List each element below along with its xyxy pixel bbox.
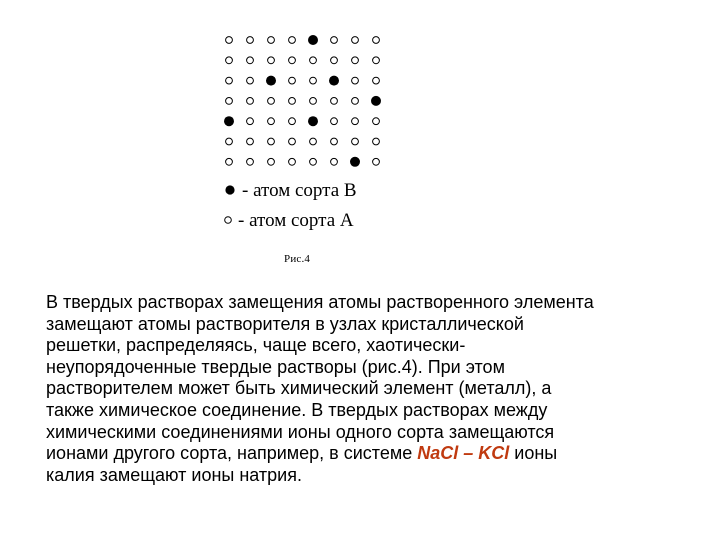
atom-a-icon <box>268 158 275 165</box>
atom-a-icon <box>226 138 233 145</box>
paragraph-line: химическими соединениями ионы одного сорта замещаются <box>46 421 555 442</box>
atom-a-icon <box>226 77 233 84</box>
paragraph-line: неупорядоченные твердые растворы (рис.4). При этом <box>46 356 505 377</box>
atom-a-icon <box>289 138 296 145</box>
lattice-figure <box>0 0 720 250</box>
formula-nacl-kcl: NaCl – KCl <box>417 443 510 464</box>
atom-a-icon <box>331 37 338 44</box>
atom-a-icon <box>268 37 275 44</box>
paragraph-line: также химическое соединение. В твердых растворах между <box>46 399 548 420</box>
atom-a-icon <box>352 138 359 145</box>
atom-a-icon <box>268 118 275 125</box>
atom-b-icon <box>308 35 318 45</box>
paragraph-line: растворителем может быть химический элемент (металл), а <box>46 378 552 399</box>
legend <box>225 180 357 231</box>
atom-a-icon <box>331 138 338 145</box>
atom-a-icon <box>247 118 254 125</box>
paragraph-line: решетки, распределяясь, чаще всего, хаотически- <box>46 335 466 356</box>
atom-a-icon <box>310 158 317 165</box>
atom-a-icon <box>331 98 338 105</box>
atom-a-icon <box>226 37 233 44</box>
atom-a-icon <box>268 138 275 145</box>
atom-b-icon <box>329 76 339 86</box>
atom-a-icon <box>289 77 296 84</box>
paragraph-line: В твердых растворах замещения атомы растворенного элемента <box>46 292 594 312</box>
atom-a-icon <box>352 118 359 125</box>
atom-b-icon <box>224 116 234 126</box>
atom-a-icon <box>373 37 380 44</box>
paragraph-line <box>46 443 686 465</box>
atom-a-icon <box>331 158 338 165</box>
atom-a-icon <box>373 77 380 84</box>
atom-b-icon <box>350 157 360 167</box>
atom-a-icon <box>247 98 254 105</box>
atom-a-icon <box>247 158 254 165</box>
atom-a-icon <box>331 57 338 64</box>
body-paragraph <box>46 292 686 486</box>
lattice-atoms <box>224 35 381 167</box>
legend-a-label: - атом сорта А <box>238 210 354 231</box>
atom-a-icon <box>289 57 296 64</box>
atom-a-icon <box>247 138 254 145</box>
atom-a-icon <box>310 138 317 145</box>
atom-a-icon <box>247 57 254 64</box>
atom-a-icon <box>226 57 233 64</box>
atom-a-icon <box>268 57 275 64</box>
paragraph-text: ионы <box>509 443 558 464</box>
atom-a-icon <box>247 37 254 44</box>
atom-a-icon <box>352 37 359 44</box>
paragraph-text: ионами другого сорта, например, в системе <box>46 443 418 464</box>
atom-a-icon <box>373 138 380 145</box>
legend-atom-b-icon <box>225 185 234 194</box>
atom-a-icon <box>373 158 380 165</box>
atom-a-icon <box>331 118 338 125</box>
atom-b-icon <box>308 116 318 126</box>
atom-a-icon <box>289 98 296 105</box>
atom-a-icon <box>289 37 296 44</box>
atom-a-icon <box>247 77 254 84</box>
atom-a-icon <box>268 98 275 105</box>
atom-a-icon <box>289 158 296 165</box>
atom-a-icon <box>226 98 233 105</box>
paragraph-line: замещают атомы растворителя в узлах кристаллической <box>46 313 524 334</box>
atom-b-icon <box>266 76 276 86</box>
atom-b-icon <box>371 96 381 106</box>
atom-a-icon <box>226 158 233 165</box>
atom-a-icon <box>310 77 317 84</box>
atom-a-icon <box>352 98 359 105</box>
paragraph-line: калия замещают ионы натрия. <box>46 464 302 485</box>
legend-b-label: - атом сорта В <box>242 180 357 201</box>
figure-caption: Рис.4 <box>284 253 311 265</box>
atom-a-icon <box>352 77 359 84</box>
legend-atom-a-icon <box>225 217 232 224</box>
atom-a-icon <box>373 118 380 125</box>
atom-a-icon <box>352 57 359 64</box>
atom-a-icon <box>289 118 296 125</box>
atom-a-icon <box>310 57 317 64</box>
atom-a-icon <box>373 57 380 64</box>
atom-a-icon <box>310 98 317 105</box>
